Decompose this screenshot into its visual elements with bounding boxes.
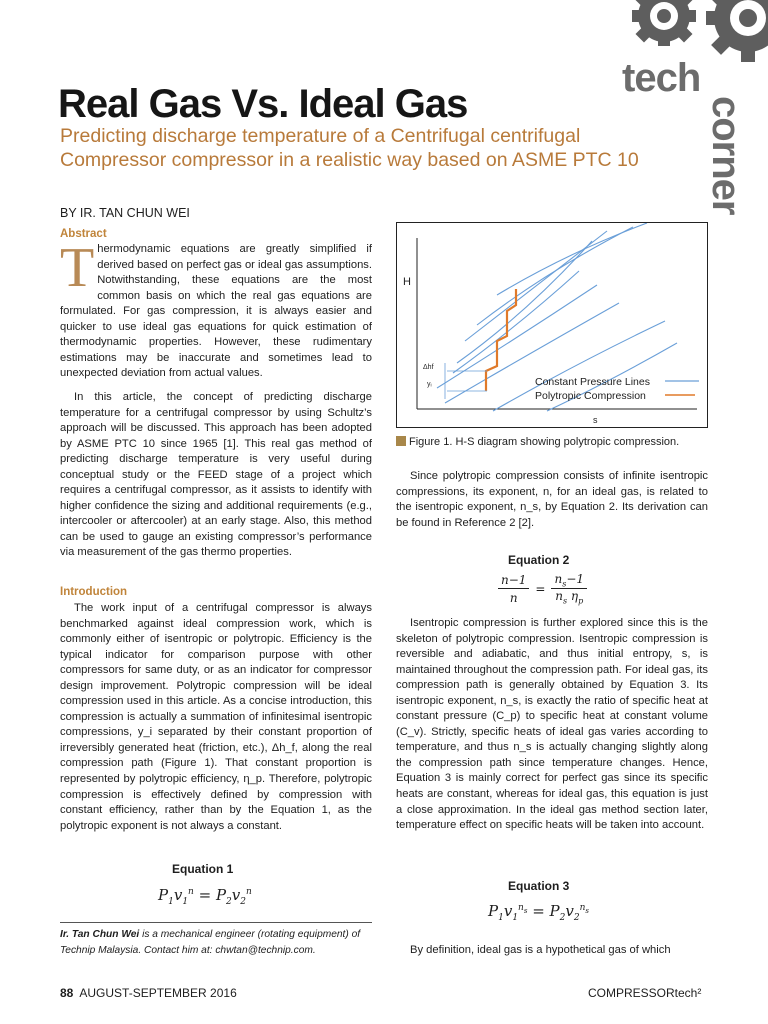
page-number: 88 xyxy=(60,986,74,1000)
dh-annotation: Δhf xyxy=(423,364,434,371)
equation-1: $P_1v_1^n = P_2v_2^n$ xyxy=(158,886,252,907)
y-axis-label: H xyxy=(403,276,411,288)
pressure-line xyxy=(477,227,633,325)
abstract-p1-text: hermodynamic equations are greatly simplified if derived based on perfect gas or ideal gas assumptions. Notwithstanding, these equations are the most common basis on which the real gas equations are formulated. For gas compression, it is always easier and quicker to use ideal gas equations for quick estimation of thermodynamic properties. However, these rudimentary estimations may be inaccurate and sometimes lead to unexpected deviation from actual values. xyxy=(60,243,372,380)
x-axis-label: s xyxy=(593,415,598,425)
footer-left xyxy=(60,986,237,1000)
caption-marker-icon xyxy=(396,436,406,446)
right-paragraph-2: Isentropic compression is further explored since this is the skeleton of polytropic compression. Isentropic compression is reversible and adiabatic, and thus initial entropy, s, is maintained throughout the compression path. For ideal gas, its compression path is generally obtained by Equation 3. Its isentropic exponent, n_s, is exactly the ratio of specific heat at constant pressure (C_p) to specific heat at constant volume (C_v). Strictly, specific heats of ideal gas varies according to temperature, and thus n_s is actually changing slightly along the compression path since temperature changes. Hence, Equation 3 is mainly correct for perfect gas since its specific heats are constant, whereas for ideal gas, this equation is just a close approximation. In the ideal gas method section later, temperature effect on specific heats will be taken into account. xyxy=(396,617,708,832)
legend-constant-pressure: Constant Pressure Lines xyxy=(535,376,650,388)
introduction-paragraph: The work input of a centrifugal compressor is always benchmarked against ideal compression work, which is commonly either of isentropic or polytropic. Efficiency is the typical indicator for comparison purpose with other compressors for same duty, or as an indicator for compressor design improvement. Polytropic compression will be ideal compression used in this article. As a concise introduction, this compression is actually a summation of infinitesimal isentropic compressions, y_i separated by their constant proportion of irreversibly generated heat (friction, etc.), Δh_f, along the real compression path (Figure 1). That constant proportion is represented by polytropic efficiency, η_p. Therefore, polytropic compression is effectively defined by compression with constant efficiency, rather than by the Equation 1, as the polytropic exponent is not always a constant. xyxy=(60,602,372,832)
right-paragraph-1: Since polytropic compression consists of infinite isentropic compressions, its exponent, n, for an ideal gas, is related to the isentropic exponent, n_s, by Equation 2. Its derivation can be found in Reference 2 [2]. xyxy=(396,470,708,529)
byline: BY IR. TAN CHUN WEI xyxy=(60,206,190,220)
author-name: Ir. Tan Chun Wei xyxy=(60,929,140,940)
abstract-paragraph-1 xyxy=(60,237,372,382)
author-bio xyxy=(60,927,378,959)
figure-caption xyxy=(396,436,679,448)
tech-wordmark: tech xyxy=(622,56,701,100)
issue-date: AUGUST-SEPTEMBER 2016 xyxy=(79,986,237,1000)
equation-2-label: Equation 2 xyxy=(508,553,570,567)
legend-polytropic: Polytropic Compression xyxy=(535,390,646,402)
equation-2: n−1 = $n_s-1$ n $n_s$ $\eta_p$ xyxy=(498,572,587,606)
right-paragraph-3: By definition, ideal gas is a hypothetical gas of which xyxy=(410,944,671,956)
abstract-heading: Abstract xyxy=(60,228,107,240)
drop-cap: T xyxy=(60,237,95,299)
article-title: Real Gas Vs. Ideal Gas xyxy=(58,82,468,126)
equation-1-label: Equation 1 xyxy=(172,862,234,876)
y-annotation: yᵢ xyxy=(427,381,432,388)
figure-caption-text: Figure 1. H-S diagram showing polytropic compression. xyxy=(409,436,680,448)
article-subtitle: Predicting discharge temperature of a Centrifugal centrifugal Compressor compressor in a realistic way based on ASME PTC 10 xyxy=(60,125,639,171)
hs-diagram xyxy=(397,223,706,426)
abstract-paragraph-2: In this article, the concept of predicting discharge temperature for a centrifugal compressor by using Schultz’s approach will be discussed. This approach has been adopted by ASME PTC 10 since 1965 [1]. This real gas method of predicting discharge temperature is very useful during conceptual study or the FEED stage of a project which requires a centrifugal compressor, as it assists to identify with higher confidence the sizing and additional requirements (e.g., intercooler or aftercooler) at an early stage. Also, this method can be used to gauge an existing compressor’s performance via measurement of the gas thermo properties. xyxy=(60,391,372,559)
equation-3: $P_1v_1^{n_s} = P_2v_2^{n_s}$ xyxy=(488,902,589,923)
pressure-line xyxy=(497,223,647,295)
hs-diagram-figure xyxy=(396,222,708,428)
pressure-line xyxy=(453,271,579,373)
bio-divider xyxy=(60,922,372,923)
corner-wordmark: corner xyxy=(704,96,748,215)
author-bio-text: is a mechanical engineer (rotating equipment) of Technip Malaysia. Contact him at: chwtan@technip.com. xyxy=(60,929,361,956)
introduction-heading: Introduction xyxy=(60,586,128,598)
equation-3-label: Equation 3 xyxy=(508,879,570,893)
magazine-name: COMPRESSORtech² xyxy=(588,986,702,1000)
